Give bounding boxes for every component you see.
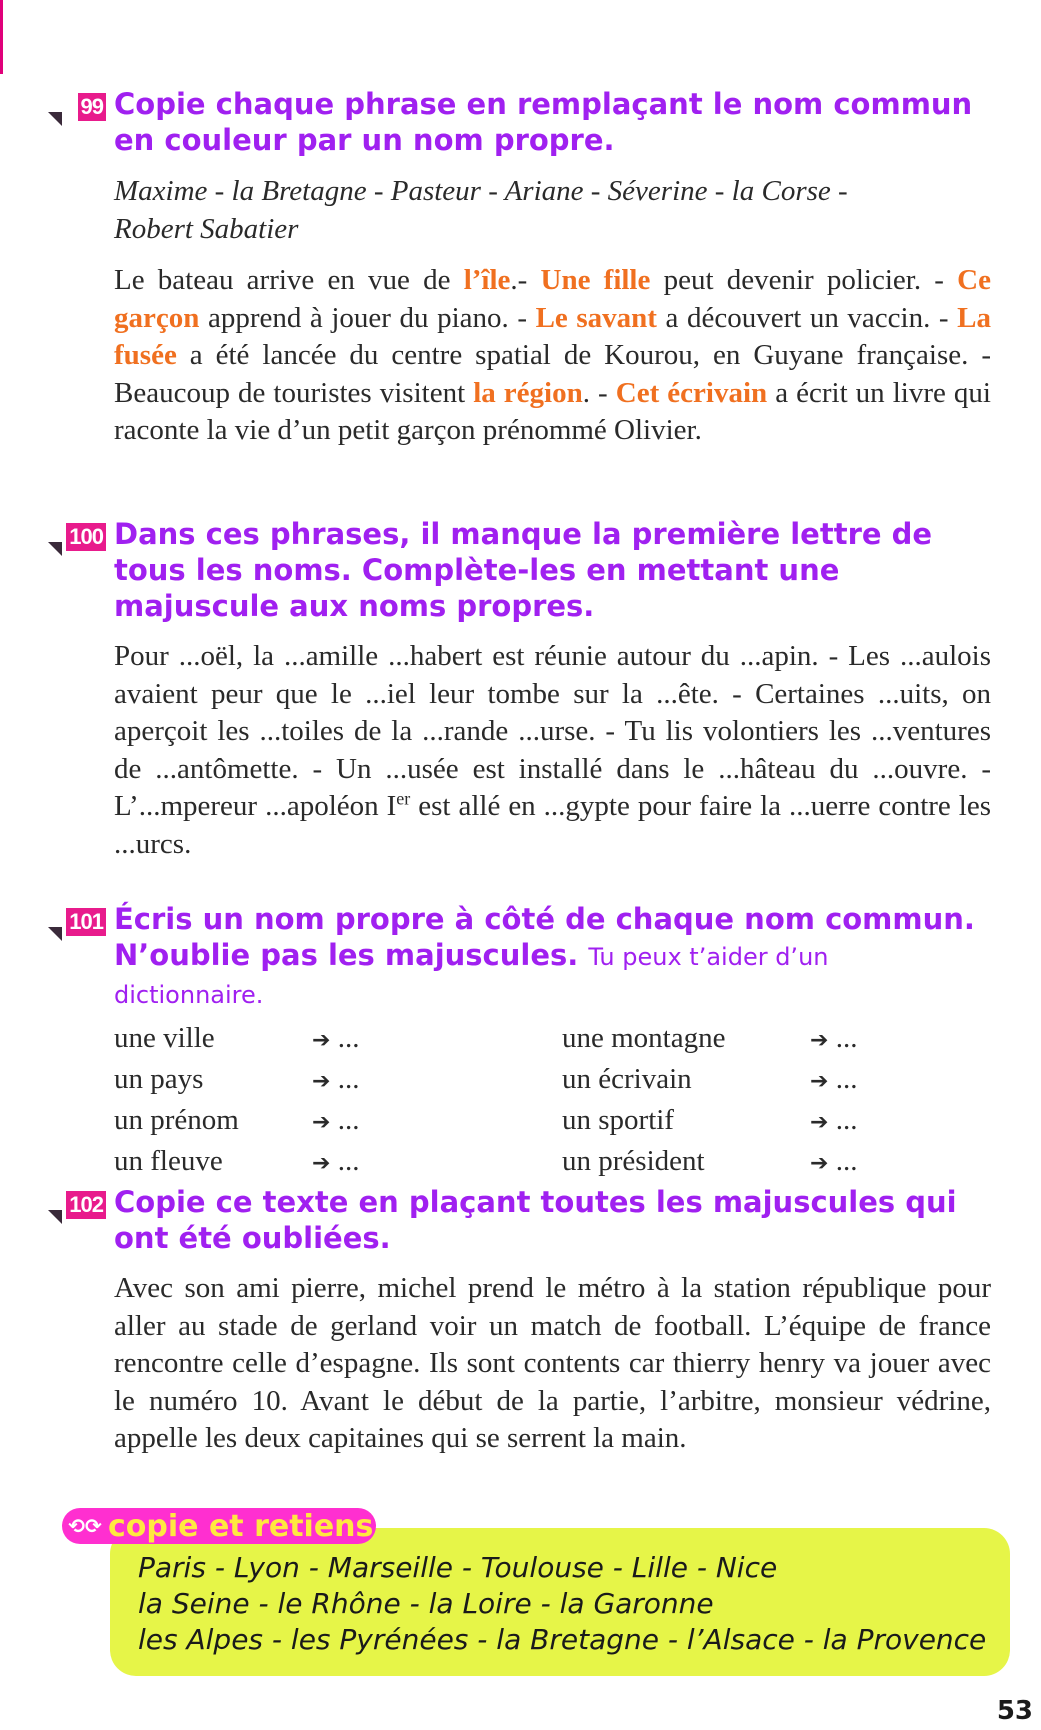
exercise-number: 102	[66, 1191, 106, 1219]
answer-slot: ➔ ...	[312, 1063, 360, 1095]
text-segment: Pour ...oël, la ...amille ...habert est réunie autour du ...apin. - Les ...aulois avaient peur que le ...iel leur tombe sur la ...ête. - Certaines ...uits, on aperçoit les ...toiles de la ...rande ...urse. - Tu lis volontiers les ...ventures de ...antômette. - Un ...usée est installé dans le ...hâteau du ...ouvre. - L’...mpereur ...apoléon I	[114, 640, 991, 822]
highlighted-noun: Ce garçon	[114, 264, 991, 334]
highlighted-noun: Une fille	[540, 264, 651, 296]
answer-slot: ➔ ...	[810, 1145, 858, 1177]
exercise-101	[0, 901, 1041, 1183]
copie-et-retiens-label	[62, 1508, 376, 1544]
arrow-right-icon: ➔	[312, 1028, 331, 1053]
answer-slot: ➔ ...	[810, 1063, 858, 1095]
copy-arrows-icon: ⟲⟳	[68, 1514, 102, 1538]
text-segment: a été lancée du centre spatial de Kourou, en Guyane française. - Beaucoup de touristes visitent	[114, 339, 991, 409]
common-noun: un prénom	[114, 1104, 239, 1136]
exercise-100	[0, 516, 1041, 863]
exercise-number: 99	[78, 93, 106, 121]
common-noun: un président	[562, 1145, 705, 1177]
highlighted-noun: Le savant	[535, 301, 657, 334]
exercise-102-badge	[48, 1190, 106, 1220]
answer-slot: ➔ ...	[810, 1104, 858, 1136]
page-number: 53	[996, 1696, 1033, 1726]
word-bank-line-2: Robert Sabatier	[114, 213, 299, 245]
title-hint: Tu peux t’aider d’un dictionnaire.	[114, 943, 829, 1009]
text-segment: a écrit un livre qui raconte la vie d’un petit garçon prénommé Olivier.	[114, 376, 991, 446]
common-noun: un pays	[114, 1063, 204, 1095]
answer-slot: ➔ ...	[312, 1145, 360, 1177]
arrow-right-icon: ➔	[312, 1110, 331, 1135]
highlighted-noun: la région	[473, 376, 583, 409]
exercise-99-title: Copie chaque phrase en remplaçant le nom commun en couleur par un nom propre.	[114, 87, 973, 157]
badge-triangle-icon	[48, 927, 62, 941]
text-segment: Le bateau arrive en vue de	[114, 264, 464, 296]
text-segment: peut devenir policier. -	[650, 264, 958, 296]
word-bank	[114, 172, 981, 248]
badge-triangle-icon	[48, 1210, 62, 1224]
common-noun: une montagne	[562, 1022, 726, 1054]
common-noun: un sportif	[562, 1104, 674, 1136]
common-noun: une ville	[114, 1022, 215, 1054]
arrow-right-icon: ➔	[312, 1069, 331, 1094]
exercise-102-title: Copie ce texte en plaçant toutes les majuscules qui ont été oubliées.	[114, 1185, 957, 1255]
page-edge-marker	[0, 0, 3, 74]
noun-table	[114, 1019, 1041, 1183]
arrow-right-icon: ➔	[810, 1069, 829, 1094]
answer-slot: ➔ ...	[312, 1104, 360, 1136]
retiens-line: Paris - Lyon - Marseille - Toulouse - Lille - Nice	[138, 1551, 778, 1584]
highlighted-noun: l’île	[463, 264, 511, 296]
text-segment: a découvert un vaccin. -	[656, 301, 958, 334]
retiens-line: les Alpes - les Pyrénées - la Bretagne - l’Alsace - la Provence	[138, 1623, 987, 1656]
text-segment: . -	[582, 376, 616, 409]
highlighted-noun: La fusée	[114, 301, 991, 371]
superscript: er	[396, 788, 411, 809]
exercise-102	[0, 1184, 1041, 1458]
exercise-100-text	[114, 638, 991, 863]
copie-et-retiens-box	[110, 1528, 1010, 1676]
exercise-99	[0, 86, 1041, 450]
title-text: Écris un nom propre à côté de chaque nom commun. N’oublie pas les majuscules.	[114, 902, 975, 972]
text-segment: est allé en ...gypte pour faire la ...uerre contre les ...urcs.	[114, 790, 991, 860]
arrow-right-icon: ➔	[312, 1151, 331, 1176]
arrow-right-icon: ➔	[810, 1110, 829, 1135]
retiens-line: la Seine - le Rhône - la Loire - la Garonne	[138, 1587, 714, 1620]
exercise-number: 100	[66, 523, 106, 551]
common-noun: un écrivain	[562, 1063, 692, 1095]
exercise-100-badge	[48, 522, 106, 552]
exercise-101-title	[114, 901, 981, 1013]
common-noun: un fleuve	[114, 1145, 223, 1177]
word-bank-line-1: Maxime - la Bretagne - Pasteur - Ariane - Séverine - la Corse -	[114, 175, 848, 207]
exercise-102-text: Avec son ami pierre, michel prend le métro à la station république pour aller au stade de gerland voir un match de football. L’équipe de france rencontre celle d’espagne. Ils sont contents car thierry henry va jouer avec le numéro 10. Avant le début de la partie, l’arbitre, monsieur védrine, appelle les deux capitaines qui se serrent la main.	[114, 1272, 991, 1454]
exercise-99-text	[114, 262, 991, 450]
answer-slot: ➔ ...	[312, 1022, 360, 1054]
exercise-100-title: Dans ces phrases, il manque la première lettre de tous les noms. Complète-les en mettant une majuscule aux noms propres.	[114, 517, 933, 623]
exercise-number: 101	[66, 908, 106, 936]
answer-slot: ➔ ...	[810, 1022, 858, 1054]
arrow-right-icon: ➔	[810, 1151, 829, 1176]
exercise-101-badge	[48, 907, 106, 937]
arrow-right-icon: ➔	[810, 1028, 829, 1053]
text-segment: .-	[510, 264, 541, 296]
highlighted-noun: Cet écrivain	[615, 376, 768, 409]
exercise-99-badge	[48, 92, 106, 122]
badge-triangle-icon	[48, 112, 62, 126]
copie-et-retiens-text: copie et retiens	[108, 1508, 374, 1544]
badge-triangle-icon	[48, 542, 62, 556]
text-segment: apprend à jouer du piano. -	[199, 301, 536, 334]
